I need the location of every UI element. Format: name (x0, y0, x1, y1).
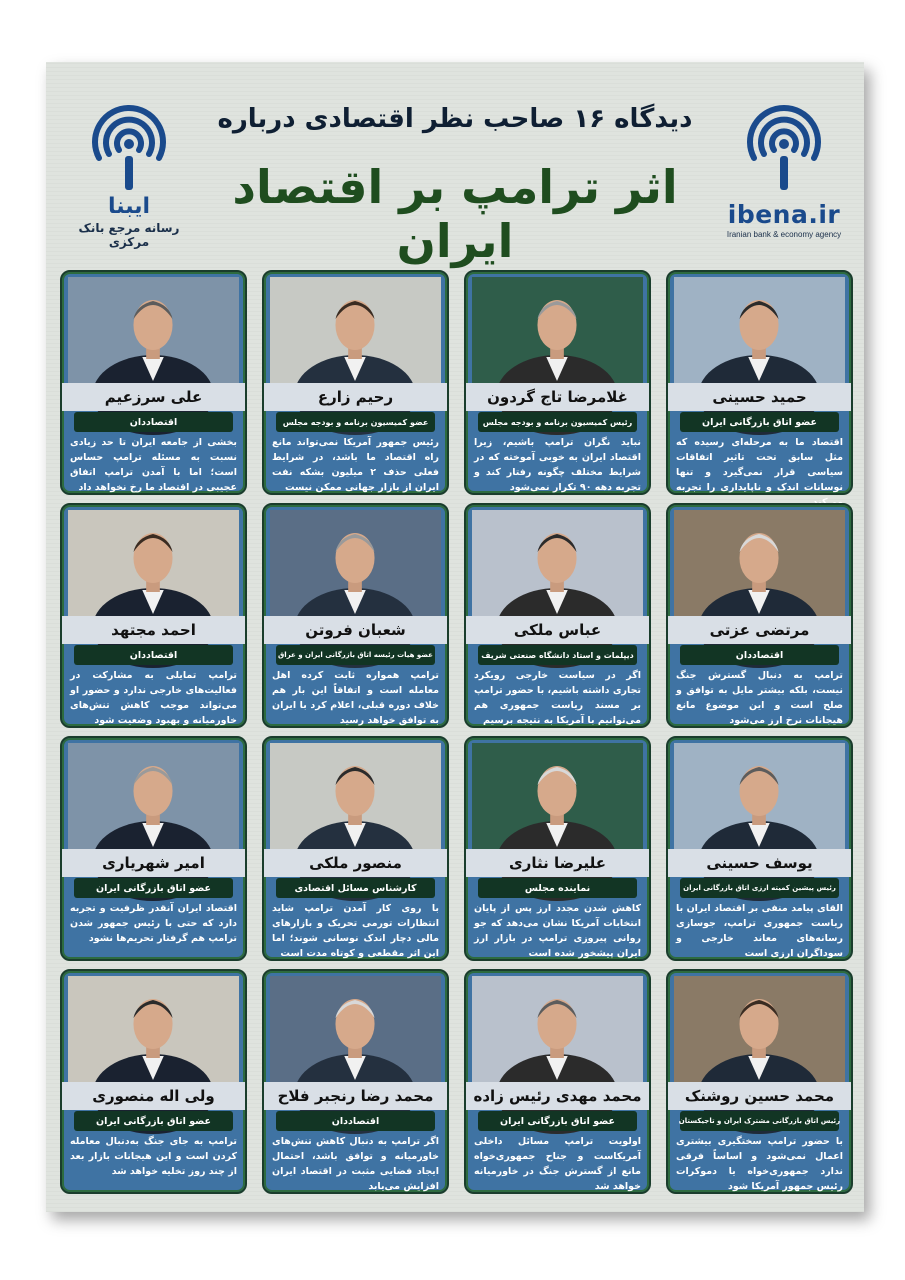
expert-quote: ترامپ به جای جنگ به‌دنبال معامله کردن است و این هیجانات بازار بعد از چند روز تخلیه خواهد شد (70, 1136, 237, 1177)
person-icon (68, 743, 239, 849)
expert-card-15 (262, 969, 449, 1194)
name-strip (264, 1082, 447, 1110)
portrait-photo (674, 743, 845, 849)
portrait-photo (674, 277, 845, 383)
name-strip (466, 616, 649, 644)
role-badge (680, 1111, 839, 1131)
expert-card-16 (60, 969, 247, 1194)
name-strip (668, 1082, 851, 1110)
logo-ibna-fa[interactable] (64, 96, 194, 249)
expert-card-6 (464, 503, 651, 728)
person-icon (674, 510, 845, 616)
expert-quote: اقتصاد ما به مرحله‌ای رسیده که مثل سابق تحت تاثیر اتفاقات سیاسی قرار نمی‌گیرد و تنها نوسانات اندک و ناپایداری را تجربه (676, 437, 843, 493)
expert-card-10 (464, 736, 651, 961)
page-title-line1: دیدگاه ۱۶ صاحب نظر اقتصادی درباره (217, 104, 693, 134)
role-badge (74, 878, 233, 898)
portrait-photo (270, 277, 441, 383)
role-badge (478, 645, 637, 665)
role-badge (478, 878, 637, 898)
role-badge (74, 645, 233, 665)
poster (46, 62, 864, 1212)
expert-role: عضو هیات رئیسه اتاق بازرگانی ایران و عراق (278, 651, 433, 659)
expert-name: محمد مهدی رئیس زاده (473, 1087, 642, 1105)
portrait-photo (674, 976, 845, 1082)
person-icon (270, 743, 441, 849)
expert-name: علی سرزعیم (104, 388, 203, 406)
expert-quote: اگر ترامپ به دنبال کاهش تنش‌های خاورمیانه و توافق باشد، احتمال ایجاد فضایی مثبت در اقتصاد ایران افزایش می‌یابد (272, 1136, 439, 1192)
expert-card-11 (262, 736, 449, 961)
expert-name: ولی اله منصوری (92, 1087, 215, 1105)
expert-role: اقتصاددان (331, 1115, 380, 1127)
expert-name: علیرضا نثاری (509, 854, 606, 872)
name-strip (62, 616, 245, 644)
role-badge (276, 1111, 435, 1131)
expert-name: غلامرضا تاج گردون (487, 388, 628, 406)
person-icon (472, 743, 643, 849)
person-icon (68, 277, 239, 383)
expert-quote: اقتصاد ایران آنقدر ظرفیت و تجربه دارد که حتی با رئیس جمهور شدن ترامپ هم گرفتار تحریم‌ها نشود (70, 903, 237, 944)
person-icon (270, 277, 441, 383)
expert-card-12 (60, 736, 247, 961)
expert-role: اقتصاددان (735, 649, 784, 661)
expert-card-5 (666, 503, 853, 728)
name-strip (62, 1082, 245, 1110)
role-badge (276, 412, 435, 432)
expert-quote: کاهش شدن مجدد ارز پس از پایان انتخابات آمریکا نشان می‌دهد که جو روانی پیروزی ترامپ در بازار ارز ایران پیشخور شده است (474, 903, 641, 959)
expert-name: مرتضی عزتی (709, 621, 810, 639)
expert-quote: با روی کار آمدن ترامپ شاید انتظارات تورمی تحریک و بازارهای مالی دچار اندک نوسانی شوند؛ اما این اثر مقطعی و کوتاه مدت است (272, 903, 439, 959)
person-icon (270, 976, 441, 1082)
expert-role: عضو کمیسیون برنامه و بودجه مجلس (282, 417, 429, 427)
name-strip (466, 849, 649, 877)
name-strip (466, 383, 649, 411)
page-title-line2: اثر ترامپ بر اقتصاد ایران (232, 160, 678, 268)
expert-name: منصور ملکی (309, 854, 402, 872)
portrait-photo (68, 976, 239, 1082)
person-icon (68, 510, 239, 616)
expert-quote: بخشی از جامعه ایران تا حد زیادی نسبت به مسئله ترامپ حساس است؛ اما با آمدن ترامپ اتفاق عجیبی در اقتصاد ما رخ نخواهد داد (70, 437, 237, 493)
role-badge (478, 1111, 637, 1131)
role-badge (680, 878, 839, 898)
expert-role: رئیس کمیسیون برنامه و بودجه مجلس (482, 417, 633, 427)
expert-name: حمید حسینی (712, 388, 807, 406)
expert-quote: رئیس جمهور آمریکا نمی‌تواند مانع راه اقتصاد ما باشد، در شرایط فعلی حذف ۲ میلیون بشکه نفت ایران از بازار جهانی ممکن نیست (272, 437, 440, 493)
experts-grid (59, 270, 853, 1194)
expert-quote: ترامپ به دنبال گسترش جنگ نیست، بلکه بیشتر مایل به توافق و صلح است و این موضوع مانع هیجانات نرخ ارز می‌شود (676, 670, 843, 726)
person-icon (674, 743, 845, 849)
expert-role: اقتصاددان (129, 416, 178, 428)
name-strip (264, 616, 447, 644)
expert-card-14 (464, 969, 651, 1194)
expert-name: یوسف حسینی (706, 854, 813, 872)
portrait-photo (270, 510, 441, 616)
portrait-photo (472, 976, 643, 1082)
person-icon (472, 510, 643, 616)
name-strip (62, 849, 245, 877)
portrait-photo (68, 277, 239, 383)
expert-role: عضو اتاق بازرگانی ایران (499, 1115, 616, 1127)
role-badge (276, 645, 435, 665)
name-strip (668, 616, 851, 644)
logo-tagline-en: Iranian bank & economy agency (726, 230, 842, 239)
role-badge (680, 412, 839, 432)
logo-brand-fa: ایبنا (107, 194, 151, 219)
expert-role: دیپلمات و استاد دانشگاه صنعتی شریف (481, 650, 634, 660)
role-badge (74, 412, 233, 432)
person-icon (270, 510, 441, 616)
expert-card-7 (262, 503, 449, 728)
portrait-photo (270, 976, 441, 1082)
expert-role: عضو اتاق بازرگانی ایران (95, 882, 212, 894)
role-badge (276, 878, 435, 898)
expert-card-3 (262, 270, 449, 495)
person-icon (472, 976, 643, 1082)
expert-name: رحیم زارع (317, 388, 394, 406)
name-strip (668, 383, 851, 411)
person-icon (674, 277, 845, 383)
expert-quote: اولویت ترامپ مسائل داخلی آمریکاست و جناح جمهوری‌خواه مانع از گسترش جنگ در خاورمیانه خواهد شد (474, 1136, 641, 1192)
expert-quote: القای پیامد منفی بر اقتصاد ایران با ریاست جمهوری ترامپ، جوسازی رسانه‌های معاند خارجی و سوداگران ارزی است (676, 903, 843, 959)
portrait-photo (68, 743, 239, 849)
portrait-photo (472, 277, 643, 383)
logo-ibena-en[interactable] (724, 96, 844, 246)
expert-role: کارشناس مسائل اقتصادی (294, 882, 417, 894)
expert-name: محمد رضا رنجبر فلاح (277, 1087, 434, 1105)
expert-name: محمد حسین روشنک (684, 1087, 835, 1105)
role-badge (74, 1111, 233, 1131)
role-badge (478, 412, 637, 432)
expert-card-9 (666, 736, 853, 961)
logo-brand-en: ibena.ir (727, 200, 841, 229)
expert-name: امیر شهریاری (102, 854, 205, 872)
person-icon (472, 277, 643, 383)
name-strip (668, 849, 851, 877)
expert-card-8 (60, 503, 247, 728)
broadcast-icon (734, 96, 834, 196)
person-icon (68, 976, 239, 1082)
portrait-photo (472, 510, 643, 616)
expert-role: اقتصاددان (129, 649, 178, 661)
name-strip (466, 1082, 649, 1110)
expert-card-13 (666, 969, 853, 1194)
expert-role: عضو اتاق بازرگانی ایران (95, 1115, 212, 1127)
expert-quote: با حضور ترامپ سختگیری بیشتری اعمال نمی‌شود و اساساً فرقی ندارد جمهوری‌خواه یا دموکرات رئیس جمهور آمریکا شود (676, 1136, 843, 1192)
name-strip (264, 849, 447, 877)
portrait-photo (270, 743, 441, 849)
expert-role: رئیس پیشین کمیته ارزی اتاق بازرگانی ایران (683, 884, 836, 892)
expert-role: عضو اتاق بازرگانی ایران (701, 416, 818, 428)
logo-tagline-fa: رسانه مرجع بانک مرکزی (78, 221, 180, 249)
portrait-photo (68, 510, 239, 616)
broadcast-icon (79, 96, 179, 196)
expert-role: رئیس اتاق بازرگانی مشترک ایران و تاجیکستان (678, 1117, 841, 1125)
name-strip (264, 383, 447, 411)
expert-name: احمد مجتهد (111, 621, 196, 639)
expert-name: عباس ملکی (513, 621, 602, 639)
expert-card-1 (666, 270, 853, 495)
expert-quote: نباید نگران ترامپ باشیم، زیرا اقتصاد ایران به خوبی آموخته که در شرایط مختلف چگونه رفتار کند و تجربه دهه ۹۰ تکرار نمی‌شود (474, 437, 641, 493)
expert-card-2 (464, 270, 651, 495)
expert-card-4 (60, 270, 247, 495)
portrait-photo (472, 743, 643, 849)
name-strip (62, 383, 245, 411)
person-icon (674, 976, 845, 1082)
expert-quote: ترامپ همواره ثابت کرده اهل معامله است و اتفاقاً این بار هم خلاف دوره قبلی، اعلام کرد با ایران به توافق خواهد رسید (272, 670, 439, 726)
role-badge (680, 645, 839, 665)
expert-role: نماینده مجلس (524, 882, 591, 894)
expert-quote: ترامپ تمایلی به مشارکت در فعالیت‌های خارجی ندارد و حضور او می‌تواند موجب کاهش تنش‌های خاورمیانه و بهبود وضعیت شود (70, 670, 237, 726)
expert-name: شعبان فروتن (305, 621, 406, 639)
portrait-photo (674, 510, 845, 616)
expert-quote: اگر در سیاست خارجی رویکرد تجاری داشته باشیم، با حضور ترامپ بر مسند ریاست جمهوری هم می‌توانیم با آمریکا به نتیجه برسیم (474, 670, 641, 726)
